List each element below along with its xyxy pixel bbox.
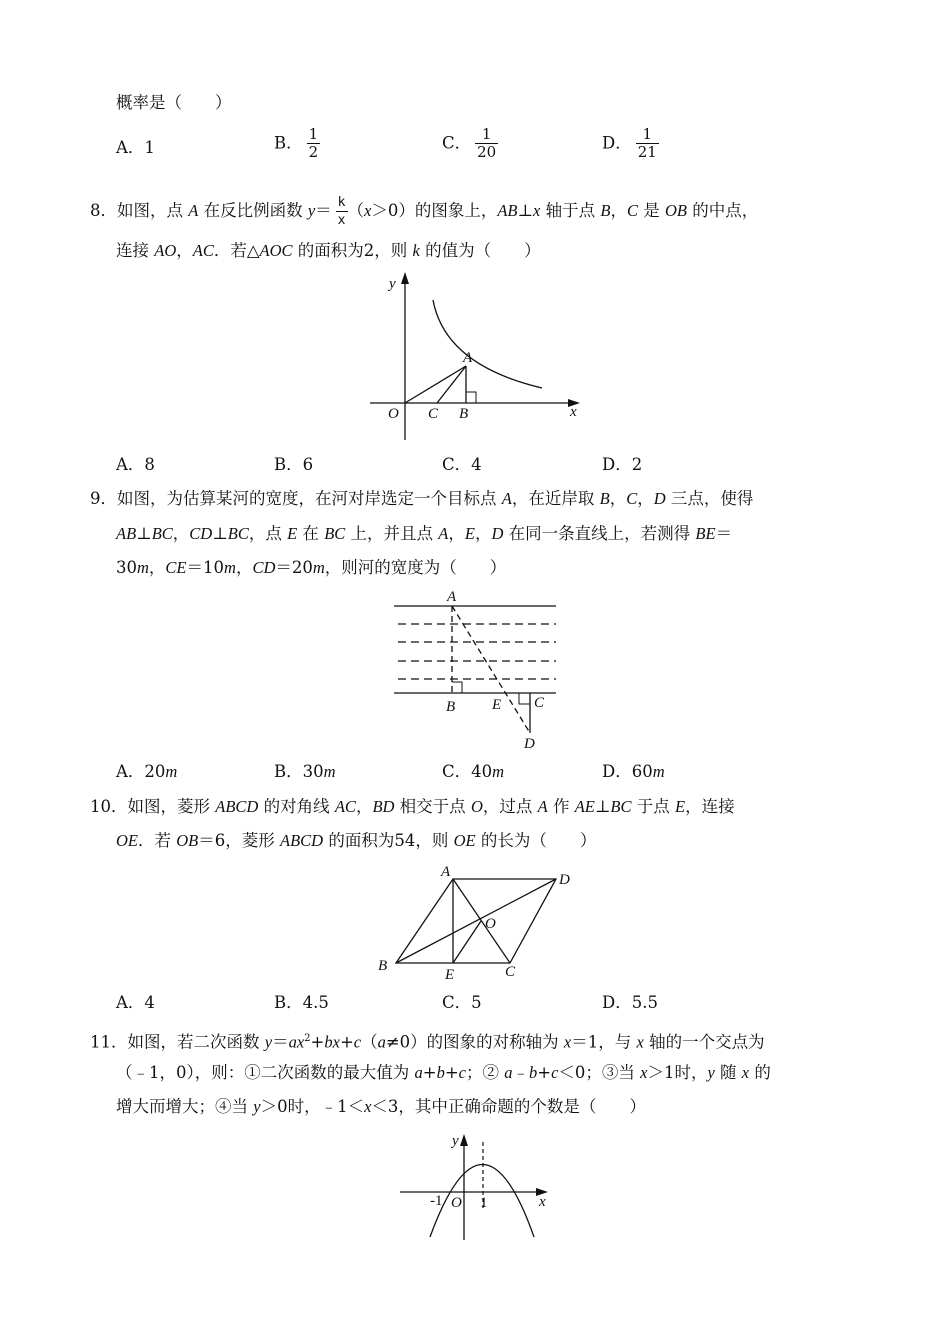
q11-fig-label-minus-one: -1 (430, 1193, 443, 1209)
q7-option-d: D． $\frac{1}{21}$ (602, 125, 657, 161)
q9-fig-label-a: A (447, 589, 457, 605)
q7-option-b: B． $\frac{1}{2}$ (274, 125, 319, 161)
q10-fig-label-a: A (441, 864, 451, 880)
q11-line-1: 11．如图，若二次函数 $y=ax^2+bx+c(a\ne 0)$的图象的对称轴为 x＝1，与 x 轴的一个交点为 (90, 1032, 765, 1052)
q10-option-a: A．4 (116, 993, 155, 1012)
q10-fig-label-e: E (445, 967, 455, 983)
q8-fig-label-o: O (388, 406, 399, 422)
q8-fig-label-b: B (459, 406, 469, 422)
q11-fig-label-x: x (539, 1194, 546, 1210)
q10-option-b: B．4.5 (274, 993, 329, 1012)
q9-fig-label-c: C (534, 695, 545, 711)
q10-fig-label-b: B (378, 958, 388, 974)
q9-fig-label-b: B (446, 699, 456, 715)
q9-option-b: B．30m (274, 762, 336, 781)
q8-option-a: A．8 (116, 455, 155, 474)
q9-option-a: A．20m (116, 762, 178, 781)
q10-option-d: D．5.5 (602, 993, 658, 1012)
q9-line-2: AB⊥BC，CD⊥BC，点 E 在 BC 上，并且点 A，E，D 在同一条直线上，若测得 BE＝ (116, 524, 733, 543)
q7-tail: 概率是（ ） (116, 93, 232, 112)
q8-fig-label-x: x (570, 404, 577, 420)
q11-line-2: （﹣1，0），则：①二次函数的最大值为 a+b+c；② a﹣b+c＜0；③当 x＞1时，y 随 x 的 (116, 1063, 771, 1082)
q8-option-c: C．4 (442, 455, 482, 474)
q8-option-b: B．6 (274, 455, 314, 474)
q11-fig-label-y: y (452, 1133, 459, 1149)
q10-fig-label-o: O (485, 916, 496, 932)
q9-line-3: 30m，CE＝10m，CD＝20m，则河的宽度为（ ） (116, 558, 507, 577)
q8-line-2: 连接 AO，AC．若△AOC 的面积为2，则 k 的值为（ ） (116, 241, 541, 260)
q11-fig-label-o: O (451, 1195, 462, 1211)
q9-fig-label-e: E (492, 697, 502, 713)
q9-option-c: C．40m (442, 762, 505, 781)
q11-fig-label-one: 1 (480, 1195, 488, 1211)
q10-fig-label-d: D (559, 872, 570, 888)
q8-fig-label-y: y (389, 276, 396, 292)
q10-line-2: OE．若 OB＝6，菱形 ABCD 的面积为54，则 OE 的长为（ ） (116, 831, 597, 850)
q11-line-3: 增大而增大；④当 y＞0时，﹣1＜x＜3，其中正确命题的个数是（ ） (116, 1097, 646, 1116)
q7-option-c: C． $\frac{1}{20}$ (442, 125, 497, 161)
q9-fig-label-d: D (524, 736, 535, 752)
q8-fig-label-a: A (463, 350, 473, 366)
q10-fig-label-c: C (505, 964, 516, 980)
q8-option-d: D．2 (602, 455, 643, 474)
q8-fraction-k-over-x: $\frac{k}{x}$ (337, 195, 346, 228)
q10-line-1: 10．如图，菱形 ABCD 的对角线 AC，BD 相交于点 O，过点 A 作 AE⊥BC 于点 E，连接 (90, 797, 735, 816)
q10-option-c: C．5 (442, 993, 482, 1012)
q9-option-d: D．60m (602, 762, 665, 781)
q9-line-1: 9．如图，为估算某河的宽度，在河对岸选定一个目标点 A，在近岸取 B，C，D 三点，使得 (90, 489, 754, 508)
q7-option-a: A．1 (116, 138, 155, 157)
q8-fig-label-c: C (428, 406, 439, 422)
q8-line-1: 8．如图，点 A 在反比例函数 y＝ $\frac{k}{x}$ （x＞0）的图象上，AB⊥x 轴于点 B，C 是 OB 的中点， (90, 195, 759, 228)
